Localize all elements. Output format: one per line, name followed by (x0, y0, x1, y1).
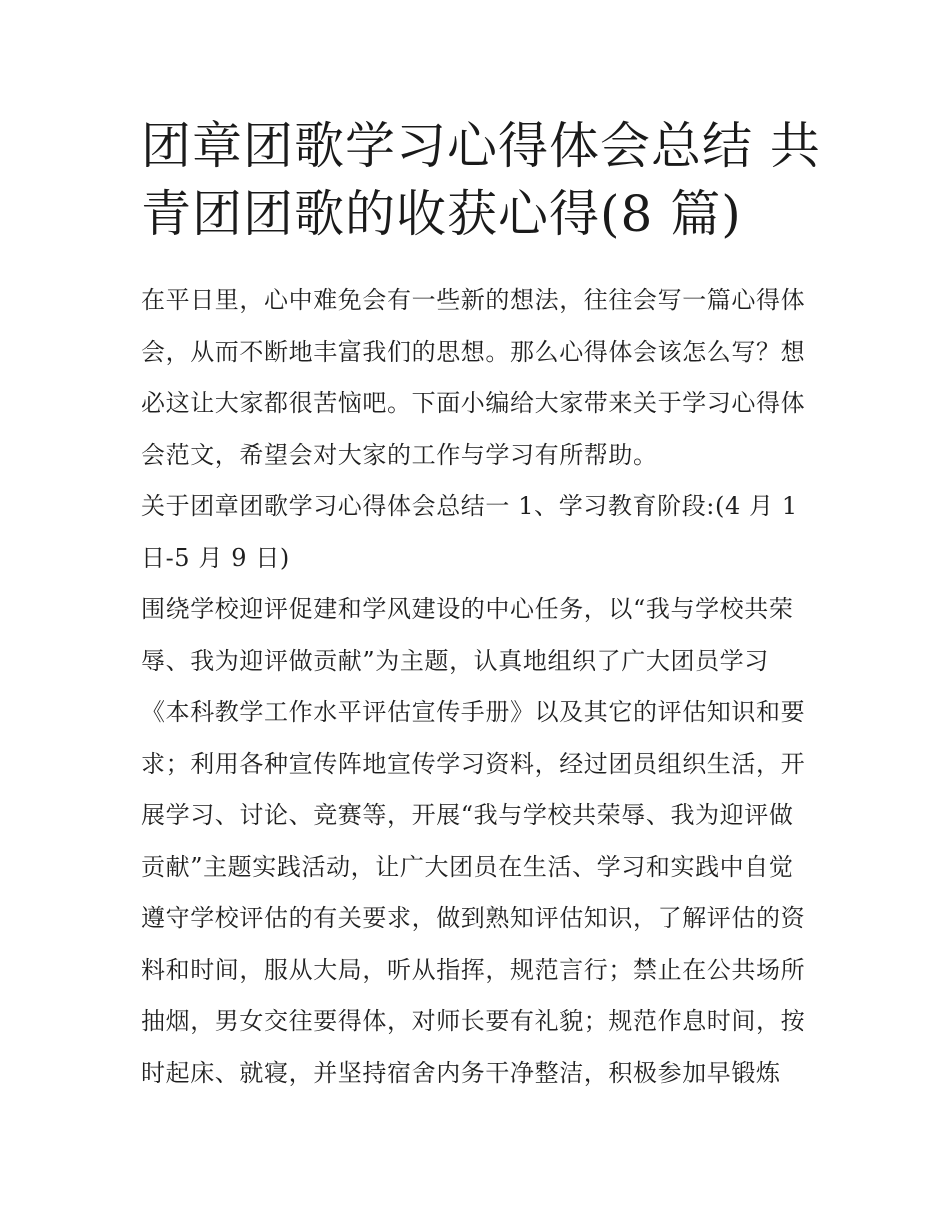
text-line: 展学习、讨论、竞赛等，开展“我与学校共荣辱、我为迎评做 (141, 801, 794, 829)
title-line: 团章团歌学习心得体会总结 共 (141, 117, 821, 175)
text-line: 必这让大家都很苦恼吧。下面小编给大家带来关于学习心得体 (141, 389, 806, 417)
text-line: 贡献”主题实践活动，让广大团员在生活、学习和实践中自觉 (141, 852, 794, 881)
text-line: 在平日里，心中难免会有一些新的想法，往往会写一篇心得体 (141, 286, 806, 314)
text-line: 抽烟，男女交往要得体，对师长要有礼貌；规范作息时间，按 (141, 1007, 806, 1035)
text-line: 求；利用各种宣传阵地宣传学习资料，经过团员组织生活，开 (141, 749, 806, 778)
text-line: 料和时间，服从大局，听从指挥，规范言行；禁止在公共场所 (141, 955, 806, 984)
title-line: 青团团歌的收获心得(8 篇) (141, 185, 742, 243)
text-line: 关于团章团歌学习心得体会总结一 1、学习教育阶段:(4 月 1 (141, 492, 798, 520)
text-line: 遵守学校评估的有关要求，做到熟知评估知识，了解评估的资 (141, 904, 806, 932)
text-line: 《本科教学工作水平评估宣传手册》以及其它的评估知识和要 (141, 698, 806, 726)
document-content (141, 112, 821, 1099)
text-line: 辱、我为迎评做贡献”为主题，认真地组织了广大团员学习 (141, 646, 769, 675)
text-line: 围绕学校迎评促建和学风建设的中心任务，以“我与学校共荣 (141, 595, 794, 623)
section-heading-paragraph (141, 481, 813, 584)
intro-paragraph (141, 275, 813, 481)
body-paragraph (141, 584, 813, 1099)
text-line: 会，从而不断地丰富我们的思想。那么心得体会该怎么写？想 (141, 337, 806, 366)
text-line: 会范文，希望会对大家的工作与学习有所帮助。 (141, 440, 658, 469)
document-title (141, 112, 821, 248)
text-line: 日-5 月 9 日) (141, 543, 290, 572)
document-body (141, 275, 813, 1099)
text-line: 时起床、就寝，并坚持宿舍内务干净整洁，积极参加早锻炼 (141, 1058, 781, 1087)
